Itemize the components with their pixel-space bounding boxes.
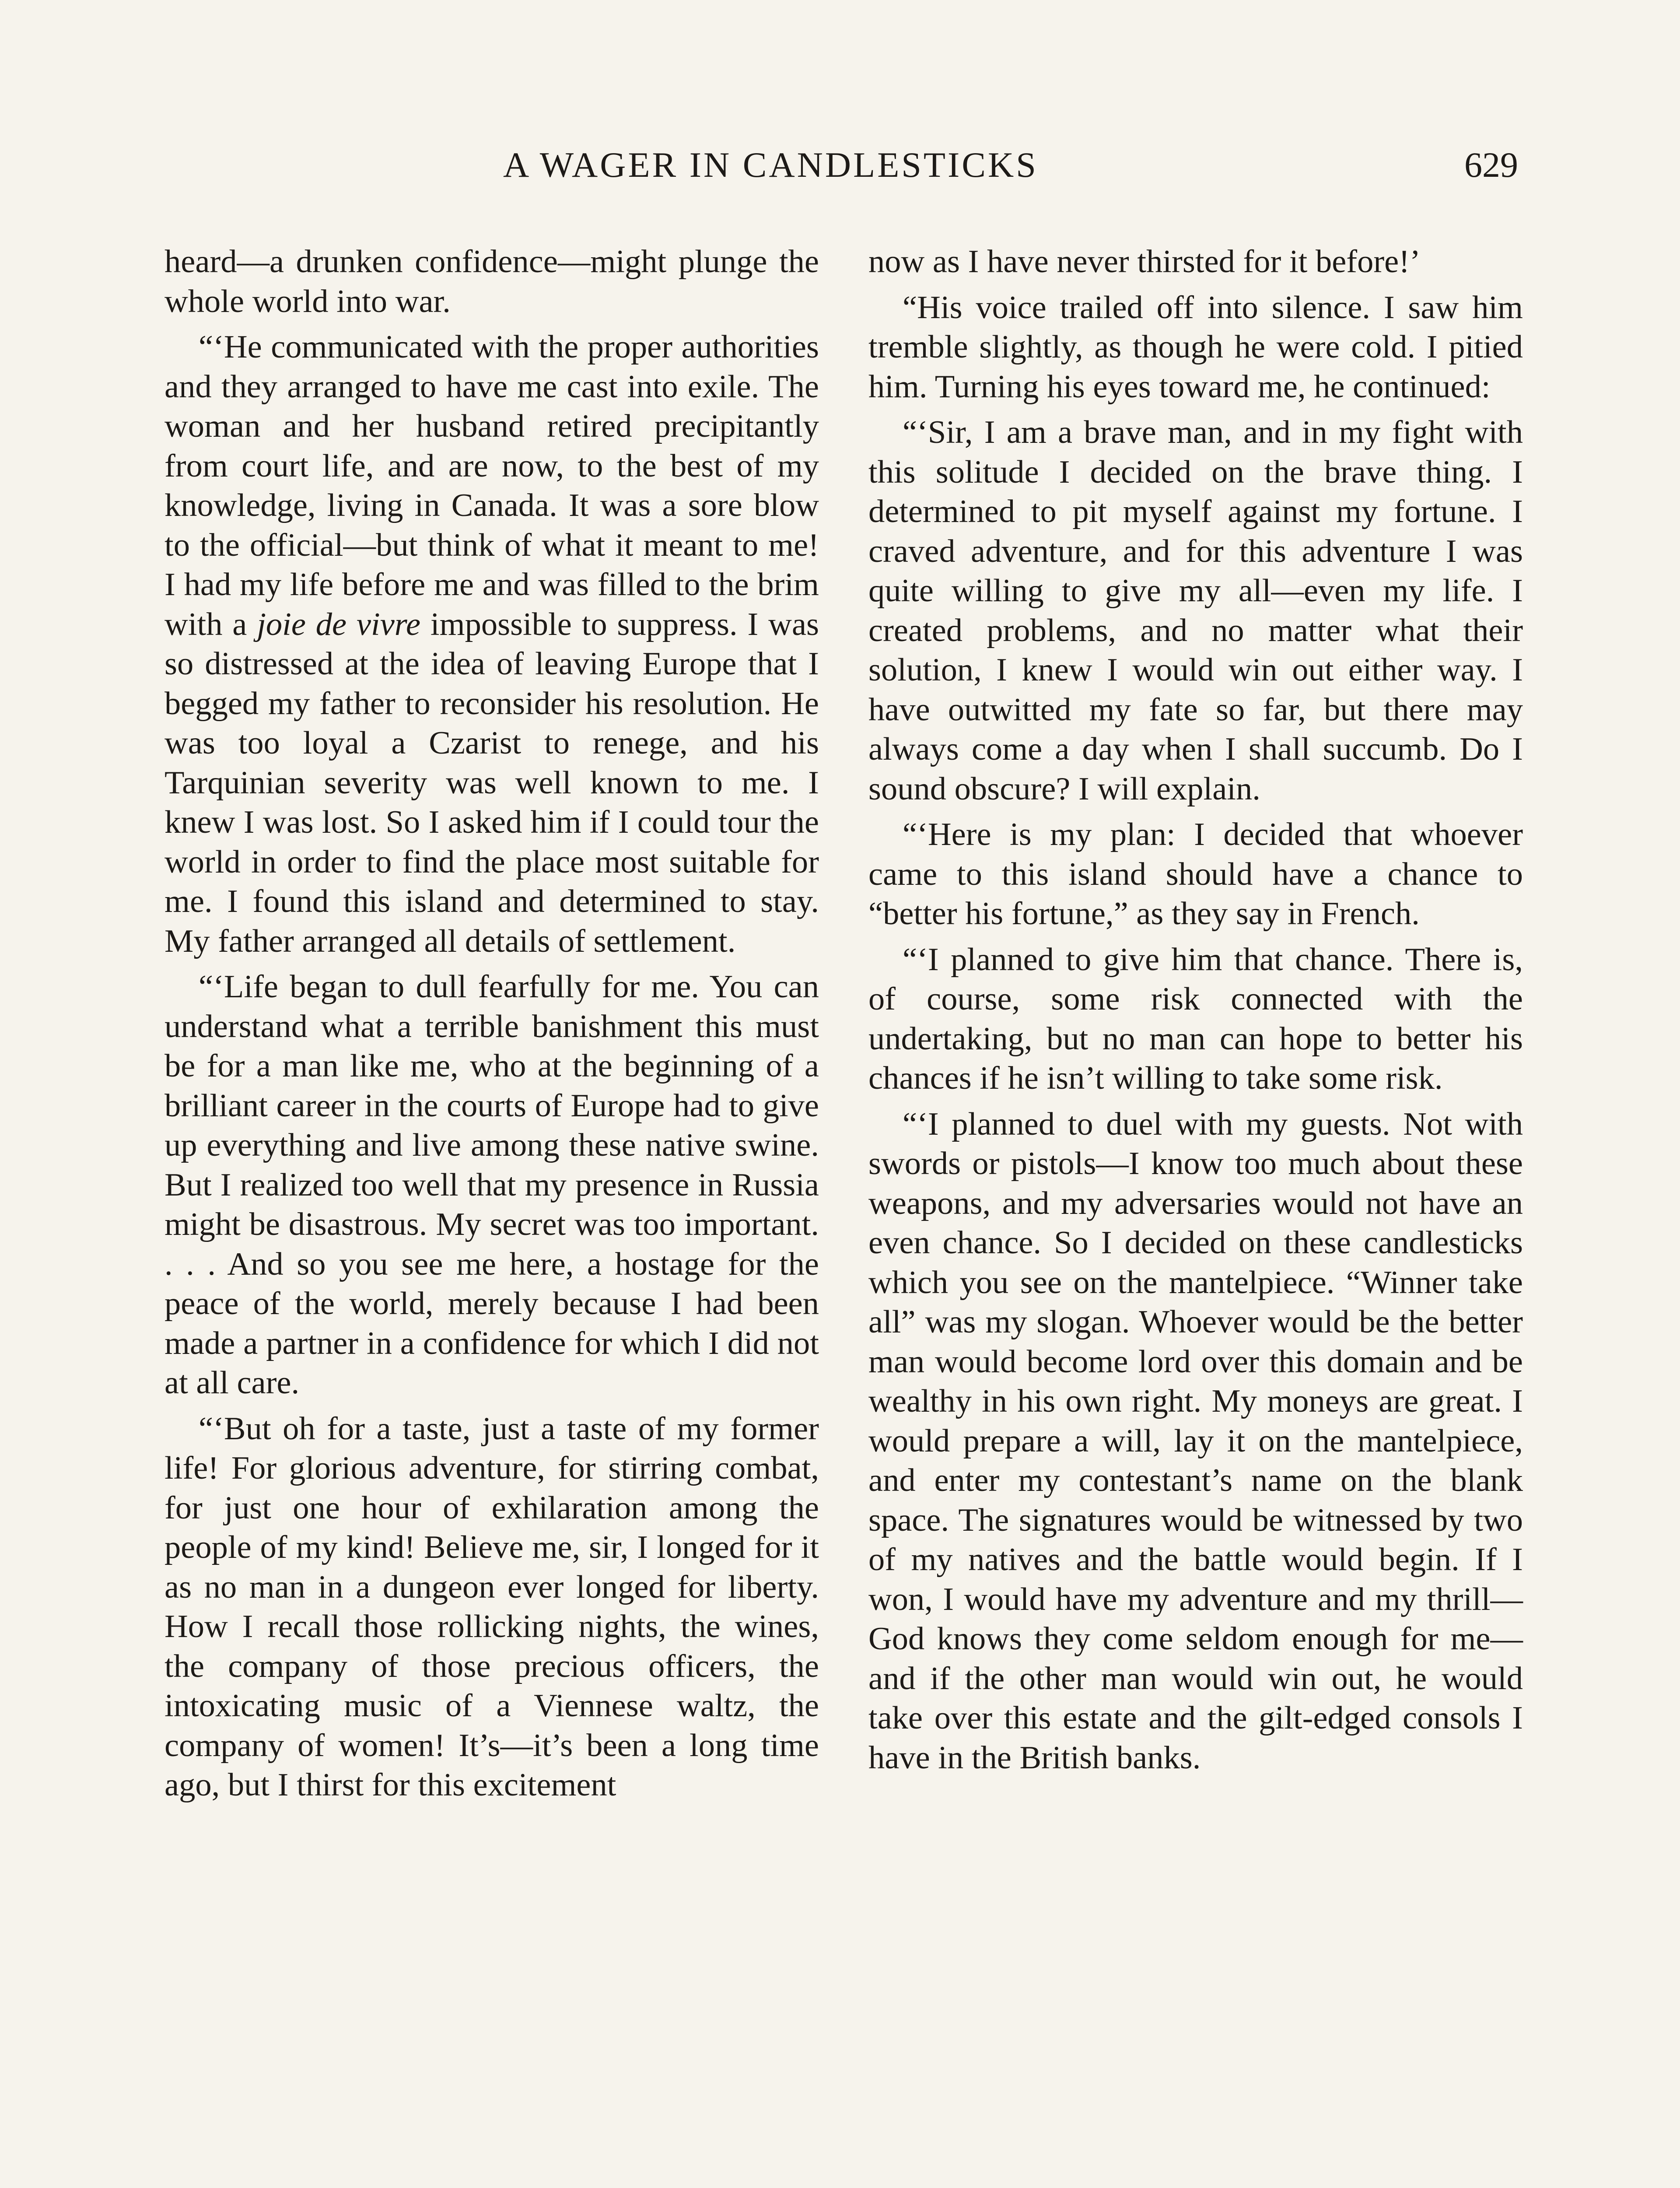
page-number: 629 [1464, 145, 1518, 185]
paragraph: now as I have never thirsted for it before!’ [868, 244, 1421, 280]
italic-phrase: joie de vivre [257, 606, 421, 642]
paragraph: “‘He communicated with the proper authorities and they arranged to have me cast into exile. The woman and her husband retired precipitantly from court life, and are now, to the best of my knowledge, living in Canada. It was a sore blow to the official—but think of what it meant to me! I had my life before me and was filled to the brim with a joie de vivre impossible to suppress. I was so distressed at the idea of leaving Europe that I begged my father to reconsider his resolution. He was too loyal a Czarist to renege, and his Tarquinian severity was well known to me. I knew I was lost. So I asked him if I could tour the world in order to find the place most suitable for me. I found this island and determined to stay. My father arranged all details of settlement. [164, 329, 819, 959]
paragraph: “His voice trailed off into silence. I saw him tremble slightly, as though he were cold. I pitied him. Turning his eyes toward me, he continued: [868, 289, 1523, 405]
paragraph: “‘Life began to dull fearfully for me. You can understand what a terrible banishment this must be for a man like me, who at the beginning of a brilliant career in the courts of Europe had to give up everything and live among these native swine. But I realized too well that my presence in Russia might be disastrous. My secret was too important. . . . And so you see me here, a hostage for the peace of the world, merely because I had been made a partner in a confidence for which I did not at all care. [164, 969, 819, 1401]
paragraph: “‘I planned to give him that chance. There is, of course, some risk connected with the undertaking, but no man can hope to better his chances if he isn’t willing to take some risk. [868, 941, 1523, 1096]
running-title: A WAGER IN CANDLESTICKS [503, 145, 1038, 185]
paragraph: “‘I planned to duel with my guests. Not with swords or pistols—I know too much about these weapons, and my adversaries would not have an even chance. So I decided on these candlesticks which you see on the mantelpiece. “Winner take all” was my slogan. Whoever would be the better man would become lord over this domain and be wealthy in his own right. My moneys are great. I would prepare a will, lay it on the mantelpiece, and enter my contestant’s name on the blank space. The signatures would be witnessed by two of my natives and the battle would begin. If I won, I would have my adventure and my thrill—God knows they come seldom enough for me—and if the other man would win out, he would take over this estate and the gilt-edged consols I have in the British banks. [868, 1106, 1523, 1776]
paragraph: “‘Sir, I am a brave man, and in my fight with this solitude I decided on the brave thing. I determined to pit myself against my fortune. I craved adventure, and for this adventure I was quite willing to give my all—even my life. I created problems, and no matter what their solution, I knew I would win out either way. I have outwitted my fate so far, but there may always come a day when I shall succumb. Do I sound obscure? I will explain. [868, 414, 1523, 807]
paragraph: “‘Here is my plan: I decided that whoever came to this island should have a chance to “better his fortune,” as they say in French. [868, 817, 1523, 932]
page-header [166, 144, 1518, 193]
left-column [164, 242, 819, 1805]
right-column [868, 242, 1523, 1778]
paragraph: “‘But oh for a taste, just a taste of my former life! For glorious adventure, for stirring combat, for just one hour of exhilaration among the people of my kind! Believe me, sir, I longed for it as no man in a dungeon ever longed for liberty. How I recall those rollicking nights, the wines, the company of those precious officers, the intoxicating music of a Viennese waltz, the company of women! It’s—it’s been a long time ago, but I thirst for this excitement [164, 1410, 819, 1803]
paragraph: heard—a drunken confidence—might plunge the whole world into war. [164, 244, 819, 319]
